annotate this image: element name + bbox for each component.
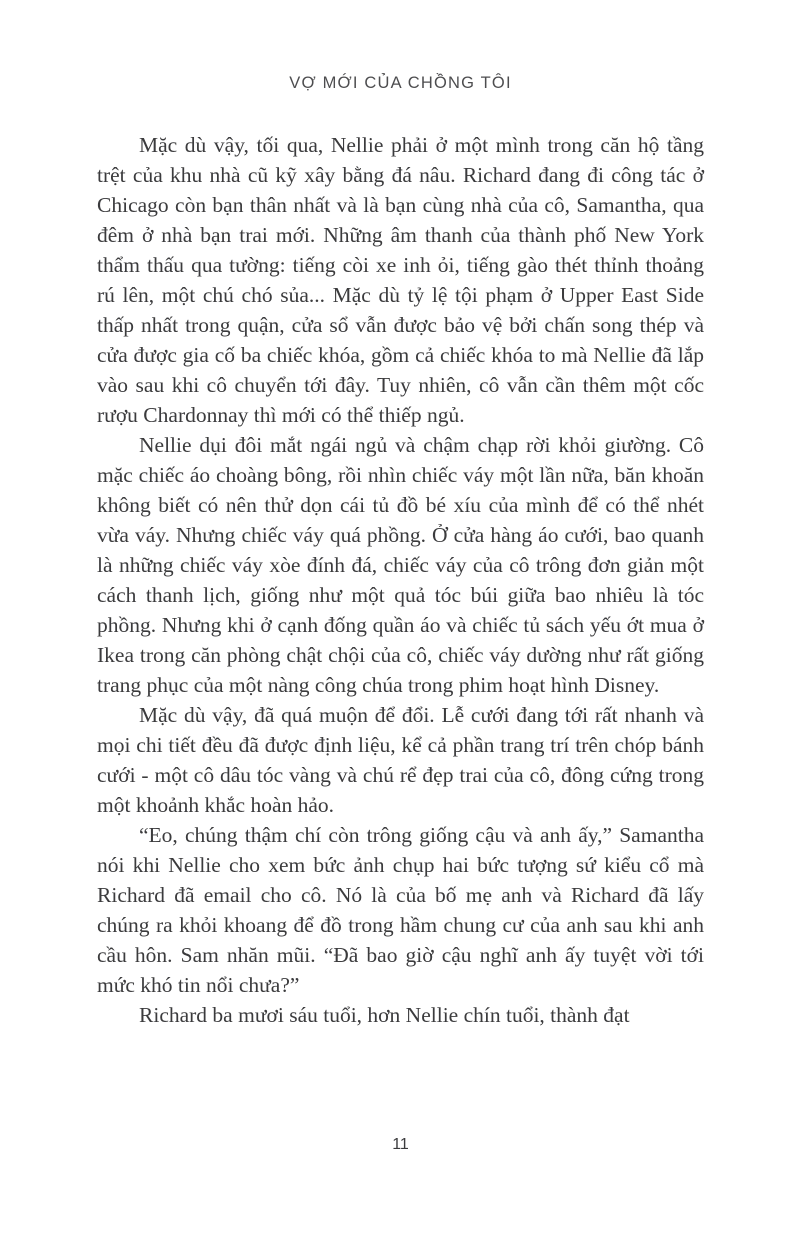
paragraph: Mặc dù vậy, tối qua, Nellie phải ở một mình trong căn hộ tầng trệt của khu nhà cũ kỹ xây bằng đá nâu. Richard đang đi công tác ở Chicago còn bạn thân nhất và là bạn cùng nhà của cô, Samantha, qua đêm ở nhà bạn trai mới. Những âm thanh của thành phố New York thẩm thấu qua tường: tiếng còi xe inh ỏi, tiếng gào thét thỉnh thoảng rú lên, một chú chó sủa... Mặc dù tỷ lệ tội phạm ở Upper East Side thấp nhất trong quận, cửa sổ vẫn được bảo vệ bởi chấn song thép và cửa được gia cố ba chiếc khóa, gồm cả chiếc khóa to mà Nellie đã lắp vào sau khi cô chuyển tới đây. Tuy nhiên, cô vẫn cần thêm một cốc rượu Chardonnay thì mới có thể thiếp ngủ. xyxy=(97,133,704,427)
body-text-block xyxy=(97,130,704,1030)
paragraph: “Eo, chúng thậm chí còn trông giống cậu và anh ấy,” Samantha nói khi Nellie cho xem bức ảnh chụp hai bức tượng sứ kiểu cổ mà Richard đã email cho cô. Nó là của bố mẹ anh và Richard đã lấy chúng ra khỏi khoang để đồ trong hầm chung cư của anh sau khi anh cầu hôn. Sam nhăn mũi. “Đã bao giờ cậu nghĩ anh ấy tuyệt vời tới mức khó tin nổi chưa?” xyxy=(97,823,704,997)
paragraph: Richard ba mươi sáu tuổi, hơn Nellie chín tuổi, thành đạt xyxy=(139,1003,630,1027)
paragraph: Mặc dù vậy, đã quá muộn để đổi. Lễ cưới đang tới rất nhanh và mọi chi tiết đều đã được định liệu, kể cả phần trang trí trên chóp bánh cưới - một cô dâu tóc vàng và chú rể đẹp trai của cô, đông cứng trong một khoảnh khắc hoàn hảo. xyxy=(97,703,704,817)
page-number: 11 xyxy=(392,1136,409,1153)
running-header-book-title: VỢ MỚI CỦA CHỒNG TÔI xyxy=(289,74,512,92)
paragraph: Nellie dụi đôi mắt ngái ngủ và chậm chạp rời khỏi giường. Cô mặc chiếc áo choàng bông, rồi nhìn chiếc váy một lần nữa, băn khoăn không biết có nên thử dọn cái tủ đồ bé xíu của mình để có thể nhét vừa váy. Nhưng chiếc váy quá phồng. Ở cửa hàng áo cưới, bao quanh là những chiếc váy xòe đính đá, chiếc váy của cô trông đơn giản một cách thanh lịch, giống như một quả tóc búi giữa bao nhiêu là tóc phồng. Nhưng khi ở cạnh đống quần áo và chiếc tủ sách yếu ớt mua ở Ikea trong căn phòng chật chội của cô, chiếc váy dường như rất giống trang phục của một nàng công chúa trong phim hoạt hình Disney. xyxy=(97,433,704,697)
